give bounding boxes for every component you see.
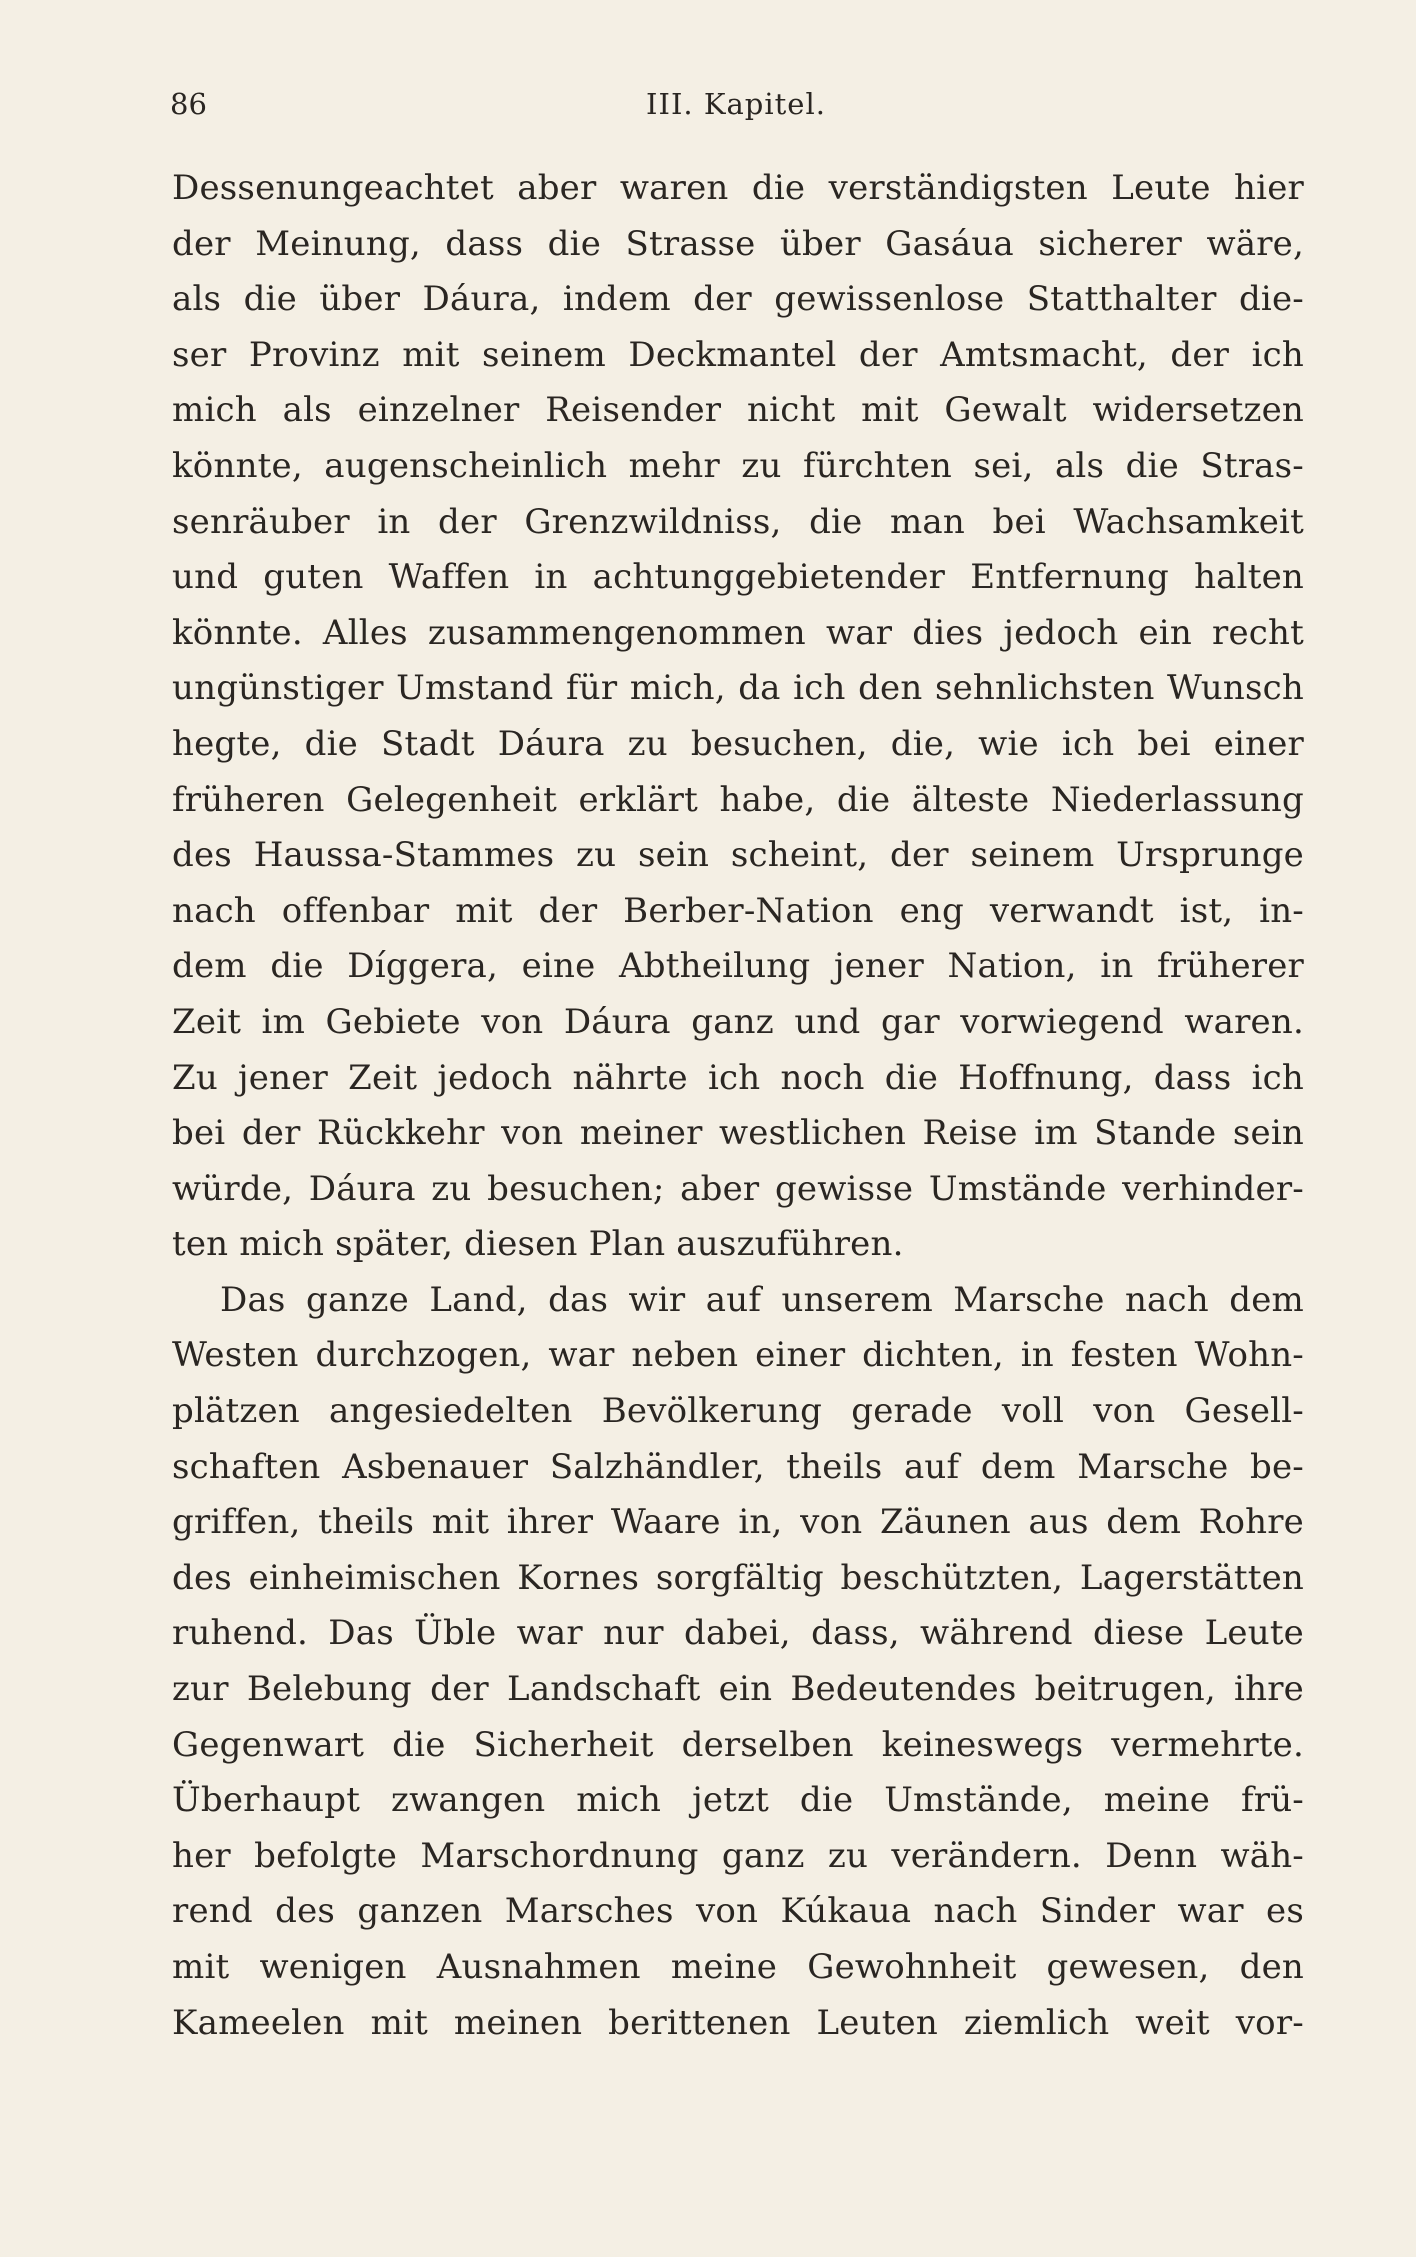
text-line: Westen durchzogen, war neben einer dichten, in festen Wohn-: [172, 1335, 1304, 1376]
body-text: [172, 161, 1304, 2051]
text-line: griffen, theils mit ihrer Waare in, von Zäunen aus dem Rohre: [172, 1502, 1304, 1543]
running-head: III. Kapitel.: [646, 87, 826, 121]
text-line: her befolgte Marschordnung ganz zu verändern. Denn wäh-: [172, 1835, 1304, 1876]
text-line: ungünstiger Umstand für mich, da ich den sehnlichsten Wunsch: [172, 668, 1304, 709]
text-line: senräuber in der Grenzwildniss, die man bei Wachsamkeit: [172, 501, 1304, 542]
text-line: könnte, augenscheinlich mehr zu fürchten sei, als die Stras-: [172, 445, 1304, 486]
text-line: Dessenungeachtet aber waren die verständigsten Leute hier: [172, 168, 1304, 208]
text-line: plätzen angesiedelten Bevölkerung gerade voll von Gesell-: [172, 1391, 1304, 1432]
text-line: Zu jener Zeit jedoch nährte ich noch die Hoffnung, dass ich: [172, 1057, 1304, 1098]
text-line: als die über Dáura, indem der gewissenlose Statthalter die-: [172, 279, 1304, 320]
text-line: mich als einzelner Reisender nicht mit Gewalt widersetzen: [172, 390, 1304, 431]
text-line: würde, Dáura zu besuchen; aber gewisse Umstände verhinder-: [172, 1168, 1304, 1209]
text-line: könnte. Alles zusammengenommen war dies jedoch ein recht: [172, 612, 1304, 653]
text-line: und guten Waffen in achtunggebietender Entfernung halten: [172, 557, 1304, 598]
text-line: früheren Gelegenheit erklärt habe, die älteste Niederlassung: [172, 779, 1304, 820]
text-line: zur Belebung der Landschaft ein Bedeutendes beitrugen, ihre: [172, 1669, 1304, 1710]
text-line: ten mich später, diesen Plan auszuführen.: [172, 1224, 904, 1265]
text-line: Das ganze Land, das wir auf unserem Marsche nach dem: [220, 1279, 1304, 1320]
page-header: [170, 84, 1302, 124]
text-line: Gegenwart die Sicherheit derselben keineswegs vermehrte.: [172, 1724, 1304, 1765]
text-line: rend des ganzen Marsches von Kúkaua nach Sinder war es: [172, 1891, 1304, 1932]
text-line: ruhend. Das Üble war nur dabei, dass, während diese Leute: [172, 1613, 1304, 1654]
text-line: bei der Rückkehr von meiner westlichen Reise im Stande sein: [172, 1113, 1304, 1154]
text-line: der Meinung, dass die Strasse über Gasáua sicherer wäre,: [172, 223, 1304, 264]
page-number: 86: [170, 87, 207, 121]
text-line: mit wenigen Ausnahmen meine Gewohnheit gewesen, den: [172, 1947, 1304, 1987]
text-line: Kameelen mit meinen berittenen Leuten ziemlich weit vor-: [172, 2002, 1304, 2043]
text-line: Überhaupt zwangen mich jetzt die Umstände, meine frü-: [172, 1780, 1304, 1821]
text-line: dem die Díggera, eine Abtheilung jener Nation, in früherer: [172, 946, 1304, 987]
text-line: des einheimischen Kornes sorgfältig beschützten, Lagerstätten: [172, 1557, 1304, 1598]
text-line: schaften Asbenauer Salzhändler, theils auf dem Marsche be-: [172, 1446, 1304, 1487]
text-line: hegte, die Stadt Dáura zu besuchen, die, wie ich bei einer: [172, 723, 1304, 764]
text-line: nach offenbar mit der Berber-Nation eng verwandt ist, in-: [172, 890, 1304, 931]
text-line: des Haussa-Stammes zu sein scheint, der seinem Ursprunge: [172, 835, 1304, 876]
text-line: ser Provinz mit seinem Deckmantel der Amtsmacht, der ich: [172, 334, 1304, 375]
text-line: Zeit im Gebiete von Dáura ganz und gar vorwiegend waren.: [172, 1001, 1304, 1042]
